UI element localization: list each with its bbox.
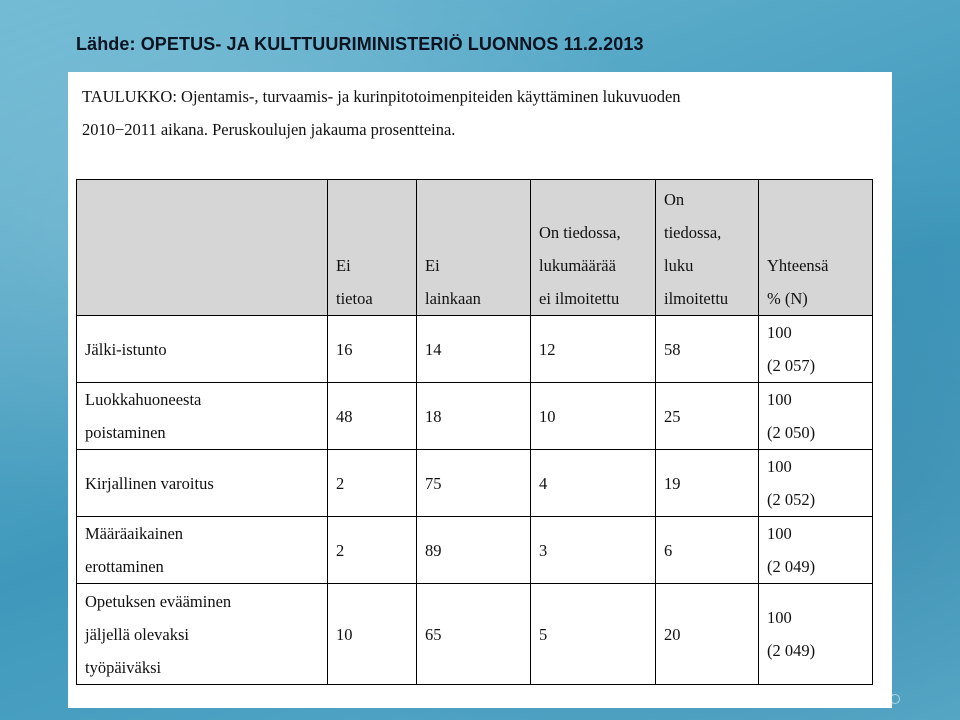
cell-ei-tietoa: 48 <box>328 383 417 450</box>
cell-ei-tietoa: 16 <box>328 316 417 383</box>
table-row <box>77 584 873 685</box>
caption-line-1: TAULUKKO: Ojentamis-, turvaamis- ja kurinpitotoimenpiteiden käyttäminen lukuvuoden <box>82 87 681 106</box>
header-cell-ei-lainkaan: Ei lainkaan <box>417 180 531 316</box>
cell-yhteensa: 100 (2 049) <box>759 584 873 685</box>
header-cell-luku-ilmoitettu: On tiedossa, luku ilmoitettu <box>656 180 759 316</box>
cell-luku-ilmoitettu: 25 <box>656 383 759 450</box>
table-row <box>77 383 873 450</box>
discipline-table <box>76 179 873 685</box>
header-cell-yhteensa: Yhteensä % (N) <box>759 180 873 316</box>
slide-title: Lähde: OPETUS- JA KULTTUURIMINISTERIÖ LUONNOS 11.2.2013 <box>76 34 644 54</box>
cell-ei-lainkaan: 75 <box>417 450 531 517</box>
slide-corner-mark <box>890 694 900 704</box>
cell-yhteensa: 100 (2 049) <box>759 517 873 584</box>
cell-ei-tietoa: 2 <box>328 517 417 584</box>
header-cell-empty <box>77 180 328 316</box>
cell-luku-ilmoitettu: 58 <box>656 316 759 383</box>
cell-luku-ilmoitettu: 19 <box>656 450 759 517</box>
cell-yhteensa: 100 (2 052) <box>759 450 873 517</box>
scanned-table-image <box>68 72 892 708</box>
cell-ei-ilmoitettu: 4 <box>531 450 656 517</box>
header-cell-ei-tietoa: Ei tietoa <box>328 180 417 316</box>
table-row <box>77 316 873 383</box>
cell-ei-ilmoitettu: 10 <box>531 383 656 450</box>
cell-ei-ilmoitettu: 3 <box>531 517 656 584</box>
row-label: Kirjallinen varoitus <box>77 450 328 517</box>
table-caption <box>82 80 882 146</box>
cell-ei-ilmoitettu: 5 <box>531 584 656 685</box>
row-label: Opetuksen evääminen jäljellä olevaksi työpäiväksi <box>77 584 328 685</box>
cell-yhteensa: 100 (2 050) <box>759 383 873 450</box>
row-label: Jälki-istunto <box>77 316 328 383</box>
table-header-row <box>77 180 873 316</box>
table-row <box>77 517 873 584</box>
row-label: Luokkahuoneesta poistaminen <box>77 383 328 450</box>
caption-line-2: 2010−2011 aikana. Peruskoulujen jakauma prosentteina. <box>82 120 456 139</box>
cell-luku-ilmoitettu: 6 <box>656 517 759 584</box>
cell-luku-ilmoitettu: 20 <box>656 584 759 685</box>
cell-ei-tietoa: 10 <box>328 584 417 685</box>
cell-ei-lainkaan: 14 <box>417 316 531 383</box>
cell-ei-lainkaan: 18 <box>417 383 531 450</box>
cell-ei-lainkaan: 89 <box>417 517 531 584</box>
cell-ei-lainkaan: 65 <box>417 584 531 685</box>
cell-ei-tietoa: 2 <box>328 450 417 517</box>
header-cell-ei-ilmoitettu: On tiedossa, lukumäärää ei ilmoitettu <box>531 180 656 316</box>
row-label: Määräaikainen erottaminen <box>77 517 328 584</box>
table-row <box>77 450 873 517</box>
cell-ei-ilmoitettu: 12 <box>531 316 656 383</box>
cell-yhteensa: 100 (2 057) <box>759 316 873 383</box>
